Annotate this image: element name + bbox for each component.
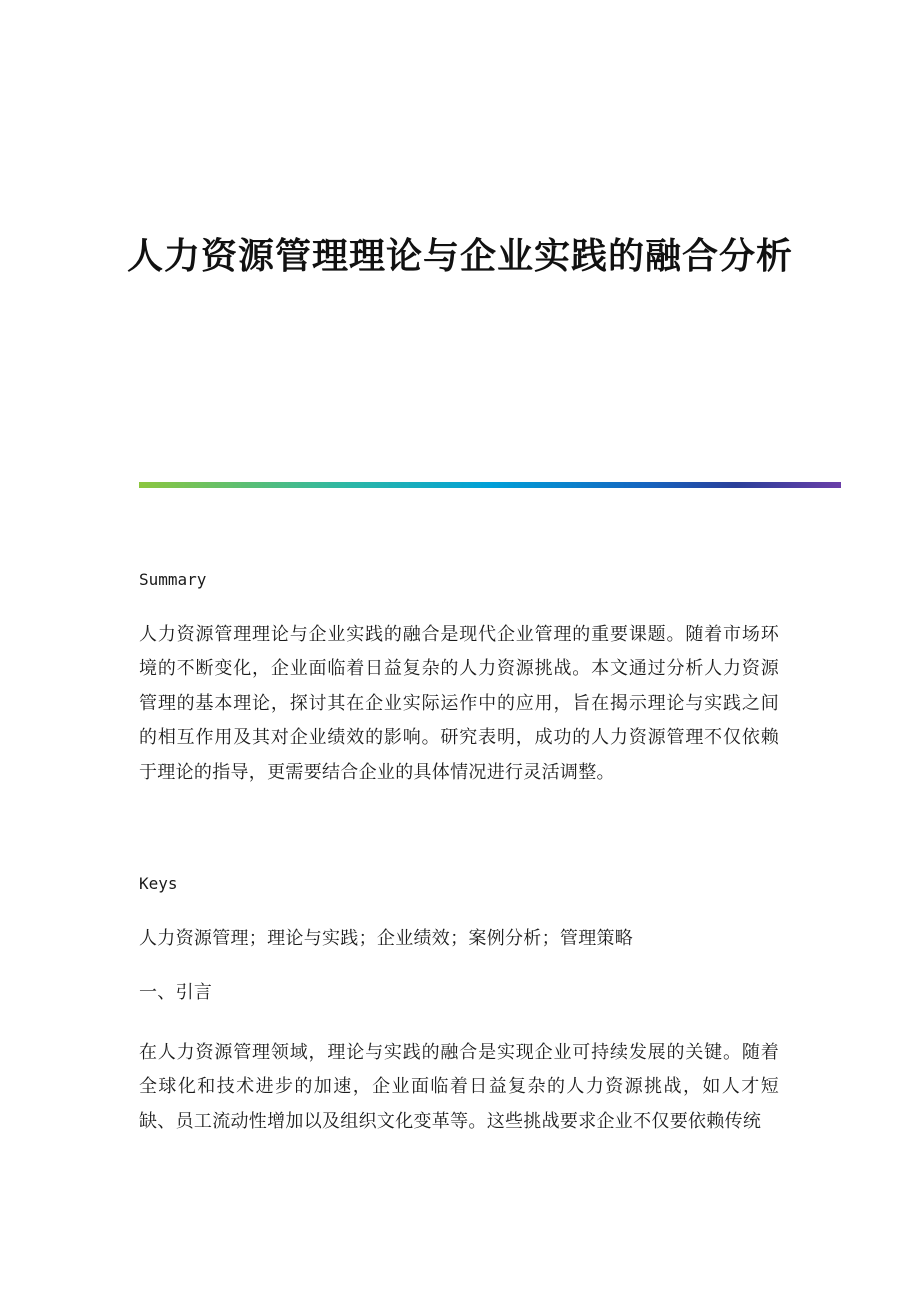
summary-paragraph: 人力资源管理理论与企业实践的融合是现代企业管理的重要课题。随着市场环境的不断变化，企业面临着日益复杂的人力资源挑战。本文通过分析人力资源管理的基本理论，探讨其在企业实际运作中的应用，旨在揭示理论与实践之间的相互作用及其对企业绩效的影响。研究表明，成功的人力资源管理不仅依赖于理论的指导，更需要结合企业的具体情况进行灵活调整。 — [139, 624, 779, 783]
section-1-heading: 一、引言 — [139, 982, 213, 1003]
keys-heading: Keys — [139, 874, 178, 893]
section-1-paragraph: 在人力资源管理领域，理论与实践的融合是实现企业可持续发展的关键。随着全球化和技术进步的加速，企业面临着日益复杂的人力资源挑战，如人才短缺、员工流动性增加以及组织文化变革等。这些挑战要求企业不仅要依赖传统 — [139, 1042, 779, 1132]
document-title: 人力资源管理理论与企业实践的融合分析 — [126, 235, 793, 277]
summary-heading: Summary — [139, 570, 207, 589]
keywords-paragraph: 人力资源管理；理论与实践；企业绩效；案例分析；管理策略 — [139, 928, 634, 949]
title-divider — [139, 482, 841, 488]
